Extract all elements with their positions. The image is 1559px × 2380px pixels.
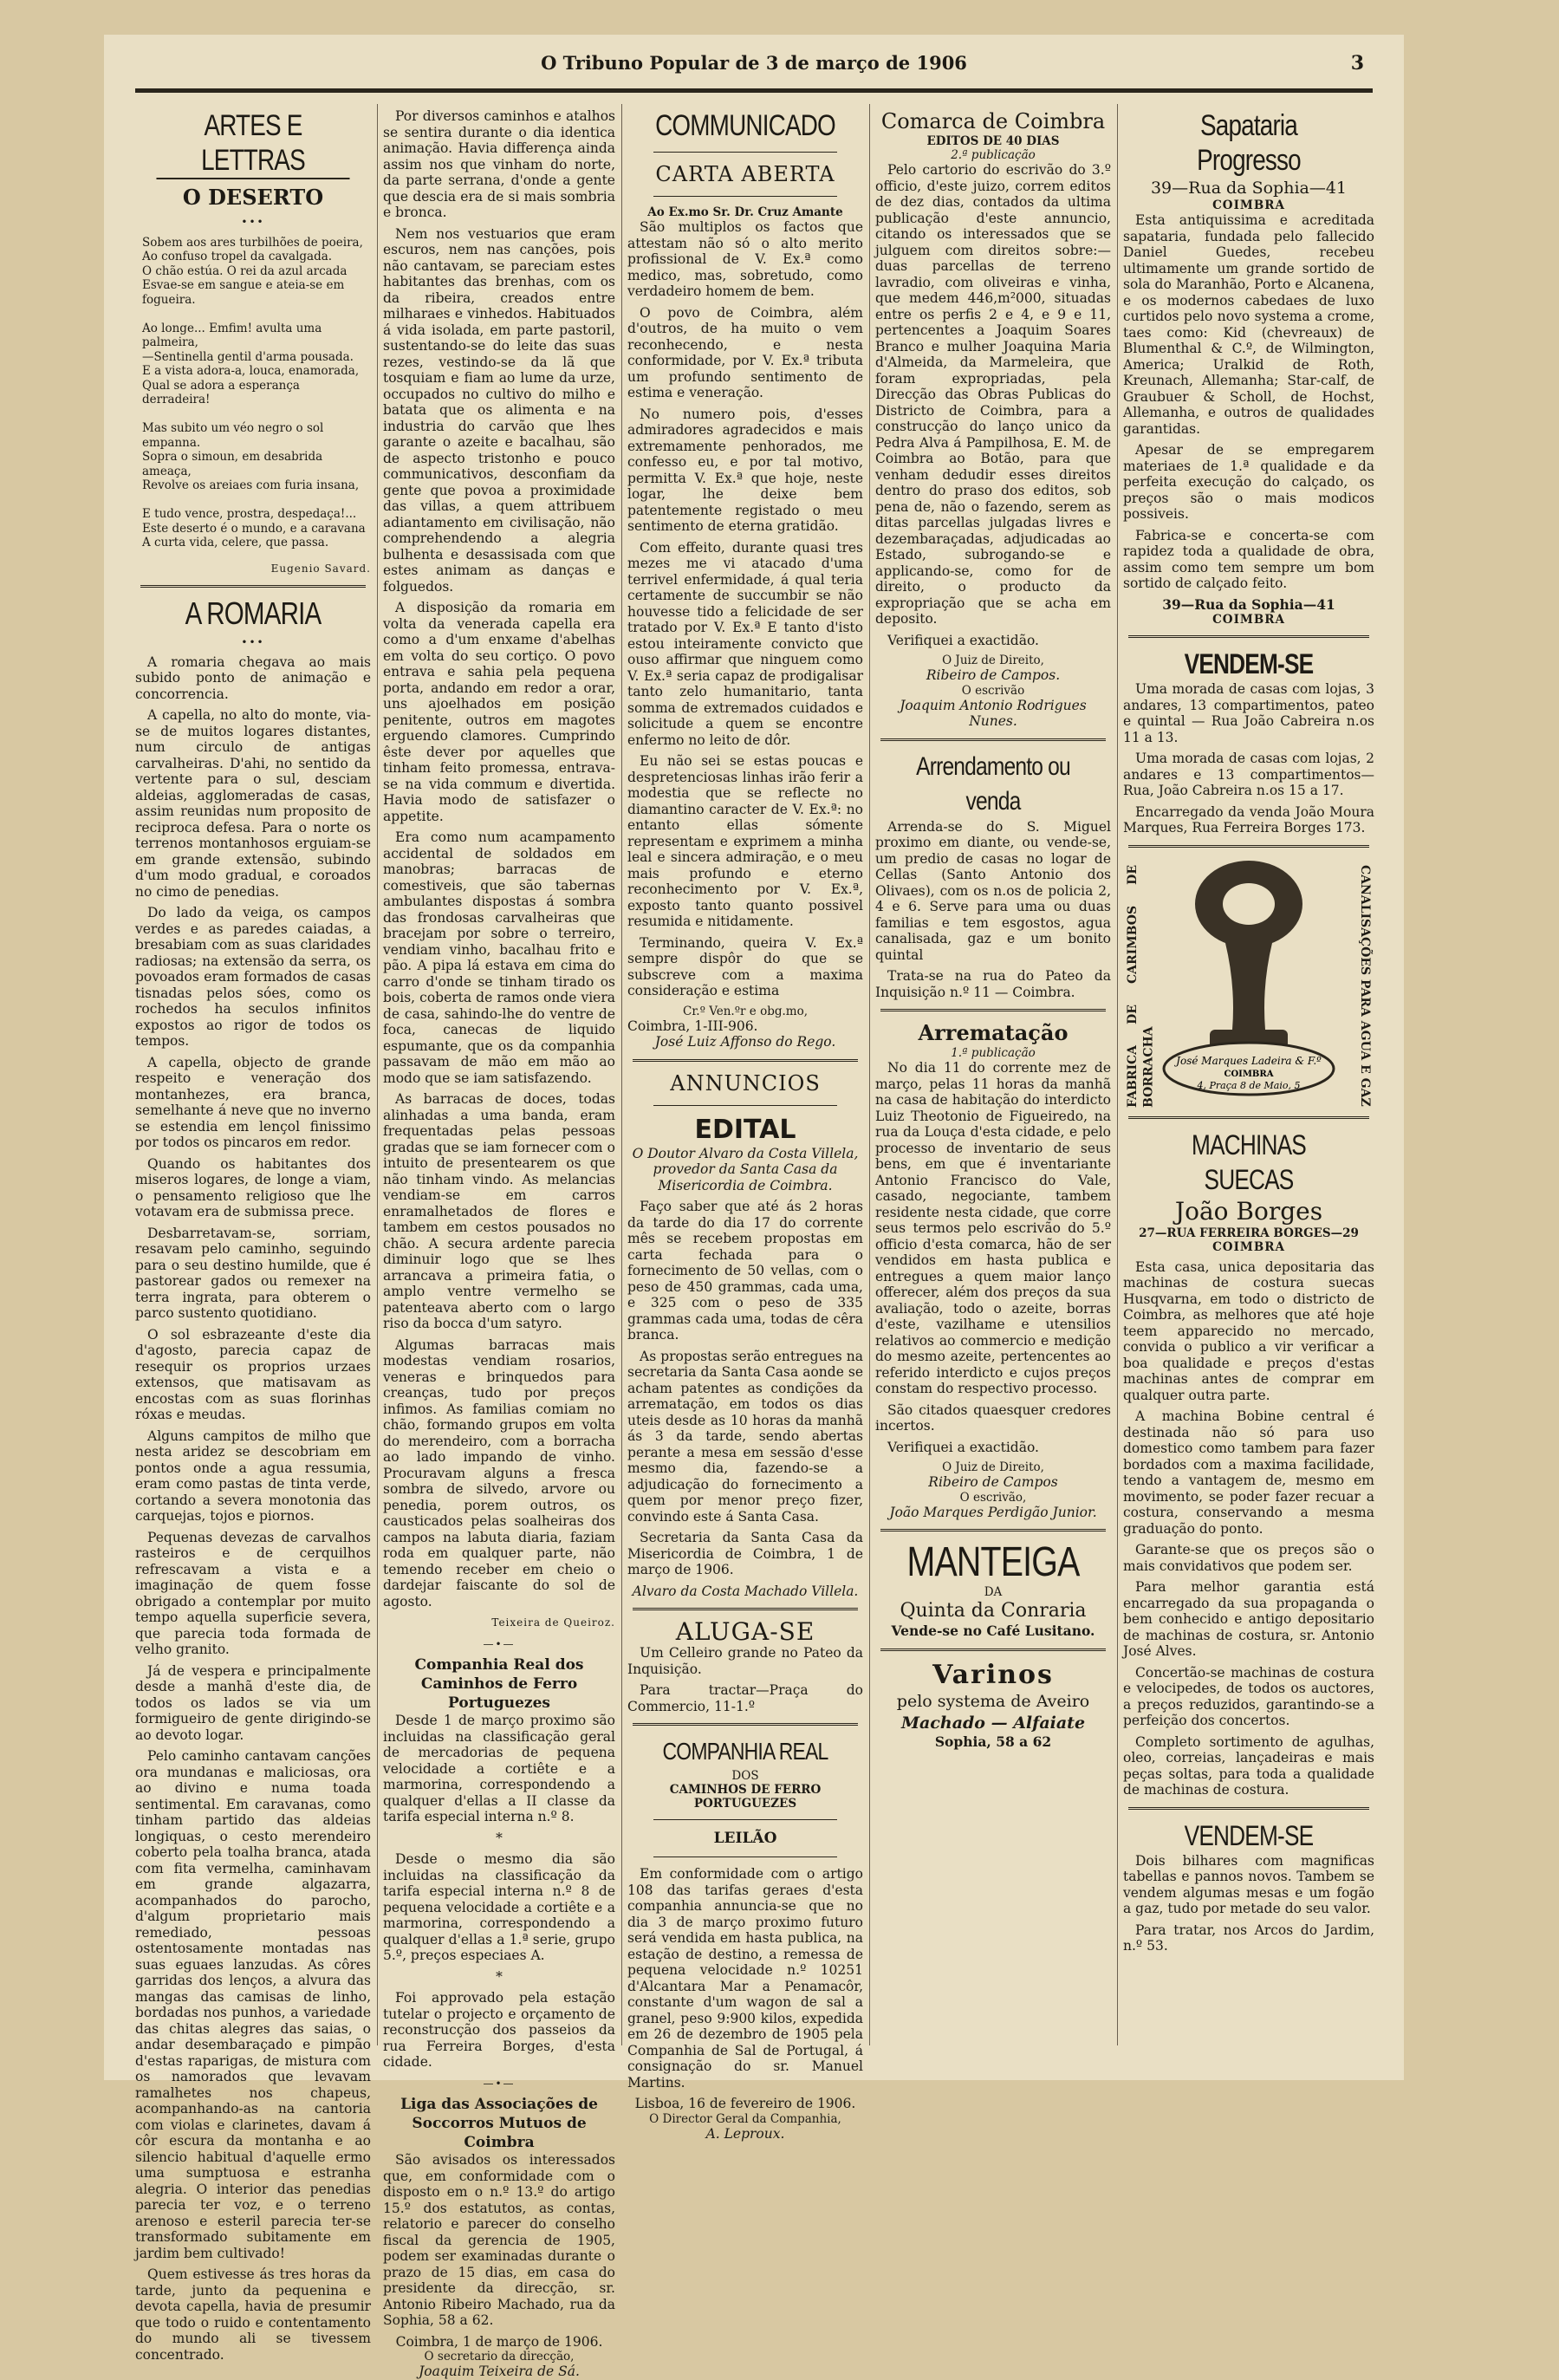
machinas-address: 27—RUA FERREIRA BORGES—29 [1139, 1226, 1359, 1240]
aluga-contact: Para tractar—Praça do Commercio, 11-1.º [627, 1682, 863, 1714]
column-5 [1123, 108, 1374, 2045]
manteiga-da: DA [984, 1585, 1003, 1599]
companhia-real-paragraph: * [496, 1968, 503, 1985]
column-divider [869, 104, 870, 2045]
leilao-text: Em conformidade com o artigo 108 das tarifas geraes d'esta companhia annuncia-se que no dia 3 de março proximo futuro será vendida em hasta publica, na estação de destino, a remessa de pequena velocidade n.º 10251 d'Alcantara Mar a Penamacôr, constante d'um wagon de sal a granel, peso 9:900 kilos, expedida em 26 de dezembro de 1905 pela Companhia de Sal de Portugal, á consignação do sr. Manuel Martins. [627, 1866, 863, 2091]
poem-line: Sopra o simoun, em desabrida ameaça, [142, 450, 323, 478]
poem-line [142, 407, 371, 422]
vendem-se-paragraph: Uma morada de casas com lojas, 3 andares, 13 compartimentos, pateo e quintal — Rua João Cabreira n.os 11 a 13. [1123, 681, 1374, 745]
romaria-paragraph: Do lado da veiga, os campos verdes e as paredes caiadas, a bresabiam com as suas claridades radiosas; na extensão da serra, os povoados eram formados de casas tisnadas pelos sóes, como os rochedos ha seculos infinitos expostos ao rigor de todos os tempos. [135, 905, 371, 1049]
divider [633, 1723, 858, 1726]
arrematacao-judge: Ribeiro de Campos [928, 1474, 1058, 1490]
comarca-judge-role: O Juiz de Direito, [942, 654, 1044, 667]
divider [880, 738, 1106, 741]
poem-line: O chão estúa. O rei da azul arcada [142, 263, 348, 278]
arrendamento-contact: Trata-se na rua do Pateo da Inquisição n.º 11 — Coimbra. [875, 968, 1111, 1000]
poem-line: Ao longe... Emfim! avulta uma palmeira, [142, 321, 322, 349]
aluga-text: Um Celleiro grande no Pateo da Inquisição. [627, 1645, 863, 1677]
page-number: 3 [1350, 52, 1364, 75]
sapataria-city: COIMBRA [1212, 198, 1285, 212]
poem-line: Sobem aos ares turbilhões de poeira, [142, 235, 363, 250]
vendem-se-2-title: VENDEM-SE [1184, 1819, 1314, 1851]
divider [1128, 635, 1369, 638]
machinas-title: MACHINAS SUECAS [1192, 1128, 1306, 1195]
poem-author: Eugenio Savard. [270, 562, 371, 575]
arrematacao-text: No dia 11 do corrente mez de março, pelas 11 horas da manhã na casa de habitação do interdicto Luiz Theotonio de Figueiredo, na rua da Louça d'esta cidade, e pelo processo de inventario de seus bens, em que é inventariante Antonio Francisco do Vale, casado, negociante, tambem residente nesta cidade, que corre seus termos pelo escrivão do 5.º officio d'esta comarca, hão de ser vendidos em hasta publica e entregues a quem maior lanço offerecer, além dos preços da sua avaliação, todo o azeite, borras d'este, vazilhame e utensilios relativos ao commercio e medição do mesmo azeite, pertencentes ao referido interdicto e cujos preços constam do respectivo processo. [875, 1060, 1111, 1396]
edital-signer: Alvaro da Costa Machado Villela. [632, 1583, 859, 1599]
liga-signer: Joaquim Teixeira de Sá. [419, 2364, 580, 2379]
ornament: —•— [483, 1637, 516, 1650]
communicado-signer: José Luiz Affonso do Rego. [654, 1034, 836, 1050]
vendem-se-2-text: Dois bilhares com magnificas tabellas e pannos novos. Tambem se vendem algumas mesas e um fogão a gaz, tudo por metade do seu valor. [1123, 1852, 1374, 1916]
poem-line [142, 307, 371, 322]
sapataria-paragraph: Fabrica-se e concerta-se com rapidez toda a qualidade de obra, assim como tem sempre um bom sortido de calçado feito. [1123, 527, 1374, 591]
varinos-subtitle: pelo systema de Aveiro [896, 1691, 1090, 1711]
leilao-date: Lisboa, 16 de fevereiro de 1906. [634, 2096, 856, 2111]
vendem-se-paragraph: Encarregado da venda João Moura Marques, Rua Ferreira Borges 173. [1123, 803, 1374, 836]
arrematacao-clerk: João Marques Perdigão Junior. [889, 1504, 1097, 1520]
communicado-paragraph: Terminando, queira V. Ex.ª sempre dispôr do que se subscreve com a maxima consideração e estima [627, 934, 863, 998]
companhia-real-paragraph: Desde o mesmo dia são incluidas na classificação da tarifa especial interna n.º 8 de pequena velocidade a cortiête e a marmorina, correspondendo a qualquer d'ellas a 1.ª serie, grupo 5.º, preços especiaes A. [383, 1851, 615, 1963]
divider [1128, 1116, 1369, 1119]
edital-title: EDITAL [694, 1114, 796, 1145]
romaria-paragraph: O sol esbrazeante d'este dia d'agosto, parecia capaz de resequir os proprios urzaes extensos, que matisavam as encostas com as suas florinhas róxas e meudas. [135, 1326, 371, 1422]
companhia-real-dos: DOS [731, 1769, 759, 1783]
divider [653, 1105, 837, 1106]
companhia-real-leilao-title: COMPANHIA REAL [662, 1738, 828, 1765]
column-divider [377, 104, 378, 2045]
romaria-text-part-1 [135, 654, 371, 2364]
romaria-paragraph: As barracas de doces, todas alinhadas a uma banda, eram frequentadas pelas pessoas gradas que se iam fornecer com o intuito de presentearem os que não tinham vindo. As melancias vendiam-se em carros enramalhetados de flores e tambem em cestos pousados no chão. A secura ardente parecia diminuir logo que se lhes arrancava a primeira fatia, o amplo ventre vermelho se patenteava aberto com o largo riso da bocca d'um satyro. [383, 1091, 615, 1331]
varinos-title: Varinos [932, 1659, 1054, 1690]
arrematacao-judge-role: O Juiz de Direito, [942, 1460, 1044, 1474]
machinas-paragraph: Garante-se que os preços são o mais convidativos que podem ser. [1123, 1542, 1374, 1574]
comarca-judge: Ribeiro de Campos. [926, 667, 1061, 683]
romaria-paragraph: Por diversos caminhos e atalhos se sentira durante o dia identica animação. Havia differença ainda assim nos que vinham do norte, da parte serrana, d'onde a gente que descia era de si mais sombria e bronca. [383, 108, 615, 220]
borracha-ad [1123, 856, 1374, 1108]
comarca-subtitle: EDITOS DE 40 DIAS [926, 134, 1060, 148]
romaria-paragraph: Nem nos vestuarios que eram escuros, nem nas canções, pois não cantavam, se pareciam estes habitantes das brenhas, com os da ribeira, creados entre milharaes e vinhedos. Habituados á vida isolada, em parte pastoril, sustentando-se do leite das suas rezes, vestindo-se da lã que tosquiam e fiam ao lume da urze, occupados no cultivo do milho e batata que os alimenta e na industria do carvão que lhes garante o azeite e bacalhau, são de aspecto tristonho e pouco communicativos, desconfiam da gente que povoa a proximidade das villas, a quem attribuem adiantamento em civilisação, não comprehendendo a alegria bulhenta e desassisada com que estes animam as danças e folguedos. [383, 225, 615, 595]
poem-title: O DESERTO [182, 185, 324, 210]
sapataria-address2: 39—Rua da Sophia—41 [1162, 595, 1335, 613]
vendem-se-2-contact: Para tratar, nos Arcos do Jardim, n.º 53. [1123, 1922, 1374, 1954]
liga-paragraph: São avisados os interessados que, em conformidade com o disposto em o n.º 13.º do artigo 15.º dos estatutos, as contas, relatorio e parecer do conselho fiscal da gerencia de 1905, podem ser examinadas durante o prazo de 15 dias, em casa do presidente da direcção, sr. Antonio Ribeiro Machado, rua da Sophia, 58 a 62. [383, 2152, 615, 2328]
romaria-paragraph: Quando os habitantes dos miseros logares, de longe a viam, o pensamento religioso que lhe votavam era de submissa prece. [135, 1155, 371, 1219]
romaria-paragraph: Já de vespera e principalmente desde a manhã d'este dia, de todos os lados se via um formigueiro de gente dirigindo-se ao devoto logar. [135, 1662, 371, 1743]
companhia-real-paragraph: Foi approvado pela estação tutelar o projecto e orçamento de reconstrucção dos passeios da rua Ferreira Borges, d'esta cidade. [383, 1990, 615, 2070]
communicado-paragraph: Eu não sei se estas poucas e despretenciosas linhas irão ferir a modestia que se reflecte no diamantino caracter de V. Ex.ª: no entanto ellas sómente representam e exprimem a minha leal e sincera admiração, e o meu mais profundo e eterno reconhecimento por V. Ex.ª, exposto tanto quanto possivel resumida e nitidamente. [627, 753, 863, 929]
poem-line: Este deserto é o mundo, e a caravana [142, 521, 366, 536]
vendem-se-text [1123, 681, 1374, 836]
column-2 [383, 108, 615, 2379]
newspaper-title: O Tribuno Popular de 3 de março de 1906 [541, 52, 967, 74]
machinas-city: COIMBRA [1212, 1239, 1285, 1254]
machinas-text [1123, 1259, 1374, 1798]
romaria-paragraph: Alguns campitos de milho que nesta aridez se descobriam em pontos onde a agua ressumia, eram como pastas de tinta verde, cortando a severa monotonia das carquejas, tojos e piornos. [135, 1427, 371, 1524]
comarca-text: Pelo cartorio do escrivão do 3.º officio, d'este juizo, correm editos de dez dias, contados da ultima publicação d'este annuncio, citando os interessados que se julguem com direitos sobre:—duas parcellas de terreno lavradio, com oliveiras e vinha, que medem 446,m²000, situadas entre os perfis 2 e 4, e 9 e 11, pertencentes a Joaquim Soares Branco e mulher Joaquina Maria d'Almeida, da Marmeleira, que foram expropriadas, pela Direcção das Obras Publicas do Districto de Coimbra, para a construcção do lanço unico da Pedra Alva á Pampilhosa, E. M. de Coimbra ao Botão, para que venham dedudir esses direitos dentro do praso dos editos, sob pena de, não o fazendo, serem as ditas parcellas julgadas livres e dezembaraçadas, adjudicadas ao Estado, subrogando-se e applicando-se, como for de direito, o producto da expropriação que se acha em deposito. [875, 162, 1111, 627]
poem-line: Esvae-se em sangue e ateia-se em fogueira. [142, 278, 345, 307]
edital-intro: O Doutor Alvaro da Costa Villela, provedor da Santa Casa da Misericordia de Coimbra. [632, 1145, 859, 1193]
companhia-real-text [383, 1713, 615, 2071]
leilao-title: LEILÃO [713, 1830, 777, 1847]
companhia-real-paragraph: * [496, 1830, 503, 1846]
column-4 [875, 108, 1111, 2045]
romaria-paragraph: A disposição da romaria em volta da venerada capella era como a d'um enxame d'abelhas em volta do seu cortiço. O povo entrava e sahia pela pequena porta, andando em redor a orar, uns ajoelhados em posição penitente, outros em magotes erguendo clamores. Cumprindo êste dever por aquelles que tinham feito promessa, entrava-se na vida commum e divertida. Havia modo de satisfazer o appetite. [383, 600, 615, 824]
sapataria-city2: COIMBRA [1212, 613, 1285, 627]
romaria-paragraph: Pequenas devezas de carvalhos rasteiros e de cerquilhos refrescavam a vista e a imaginação de quem fosse obrigado a contemplar por muito tempo aquella superficie severa, que parecia toda formada de velho granito. [135, 1529, 371, 1657]
romaria-paragraph: Algumas barracas mais modestas vendiam rosarios, veneras e brinquedos para creanças, tudo por preços infimos. As familias comiam no chão, formando grupos em volta do merendeiro, com a borracha ao lado impando de vinho. Procuravam alguns a fresca sombra de silvedo, arvore ou penedia, porem outros, os causticados pelas soalheiras dos campos na labuta diaria, faziam roda em qualquer parte, não temendo receber em cheio o dardejar faiscante do sol de agosto. [383, 1336, 615, 1609]
ornament: ••• [241, 636, 265, 648]
column-divider [1117, 104, 1118, 2045]
manteiga-title: MANTEIGA [906, 1539, 1080, 1585]
header-rule [135, 88, 1373, 93]
communicado-paragraph: Com effeito, durante quasi tres mezes me vi atacado d'uma terrivel enfermidade, á qual teria certamente de succumbir se não houvesse tido a felicidade de ser tratado por V. Ex.ª E tanto d'isto estou inteiramente convicto que ouso affirmar que ninguem como V. Ex.ª seria capaz de prodigalisar tanto zelo humanitario, tanta somma de extremados cuidados e solicitude a quem se encontre enfermo no leito de dôr. [627, 539, 863, 748]
divider [653, 152, 837, 153]
leilao-role: O Director Geral da Companhia, [649, 2111, 841, 2126]
edital-paragraph: Secretaria da Santa Casa da Misericordia de Coimbra, 1 de março de 1906. [627, 1530, 863, 1577]
companhia-real-paragraph: Desde 1 de março proximo são incluidas na classificação geral de mercadorias de pequena velocidade a cortiête e a marmorina, correspondendo a qualquer d'ellas a II classe da tarifa especial interna n.º 8. [383, 1713, 615, 1824]
manteiga-subtitle: Quinta da Conraria [900, 1600, 1087, 1622]
stamp-line-1: José Marques Ladeira & F.º [1176, 1054, 1322, 1067]
divider [880, 1009, 1106, 1011]
carta-address: Ao Ex.mo Sr. Dr. Cruz Amante [647, 205, 843, 219]
arrematacao-text2: São citados quaesquer credores incertos. [875, 1401, 1111, 1434]
divider [653, 196, 837, 197]
liga-title: Liga das Associações de Soccorros Mutuos de Coimbra [400, 2096, 598, 2151]
page-header [135, 52, 1373, 85]
communicado-paragraph: São multiplos os factos que attestam não só o alto merito profissional de V. Ex.ª como medico, mas, sobretudo, como verdadeiro homem de bem. [627, 219, 863, 299]
borracha-left-text: FABRICA DE CARIMBOS DE BORRACHA [1126, 864, 1156, 1108]
romaria-paragraph: Quem estivesse ás tres horas da tarde, junto da pequenina e devota capella, havia de presumir que todo o ruido e contentamento do mundo ali se tivessem concentrado. [135, 2266, 371, 2363]
carta-aberta-title: CARTA ABERTA [655, 162, 835, 186]
borracha-right-text: CANALISAÇÕES PARA AGUA E GAZ [1358, 864, 1372, 1107]
divider [880, 1529, 1106, 1531]
poem-line: Ao confuso tropel da cavalgada. [142, 250, 333, 263]
machinas-paragraph: Completo sortimento de agulhas, oleo, correias, lançadeiras e mais peças soltas, para toda a qualidade de machinas de costura. [1123, 1733, 1374, 1798]
column-3 [627, 108, 863, 2142]
aluga-title: ALUGA-SE [675, 1617, 815, 1646]
machinas-paragraph: Esta casa, unica depositaria das machinas de costura suecas Husqvarna, em todo o districto de Coimbra, as melhores que até hoje teem apparecido no mercado, convida o publico a vir verificar a boa qualidade e preços d'estas machinas antes de comprar em qualquer outra parte. [1123, 1258, 1374, 1403]
divider [633, 1059, 858, 1062]
edital-paragraph: As propostas serão entregues na secretaria da Santa Casa aonde se acham patentes as condições da arrematação, em todos os dias uteis desde as 10 horas da manhã ás 3 da tarde, sendo abertas perante a mesa em sessão d'esse mesmo dia, fazendo-se a adjudicação do fornecimento a quem por menor preço fizer, convindo este á Santa Casa. [627, 1348, 863, 1525]
communicado-paragraph: O povo de Coimbra, além d'outros, de ha muito o vem reconhecendo, e nesta conformidade, por V. Ex.ª tributa um profundo sentimento de estima e veneração. [627, 304, 863, 400]
annuncios-title: ANNUNCIOS [670, 1070, 821, 1096]
arrematacao-verified: Verifiquei a exactidão. [887, 1439, 1039, 1455]
communicado-date: Coimbra, 1-III-906. [627, 1018, 758, 1034]
communicado-closing: Cr.º Ven.ºr e obg.mo, [682, 1004, 808, 1018]
romaria-text-part-2 [383, 108, 615, 1609]
ornament: ••• [241, 216, 265, 228]
sapataria-paragraph: Esta antiquissima e acreditada sapataria, fundada pelo fallecido Daniel Guedes, recebeu ultimamente um grande sortido de sola do Maranhão, Porto e Alcanena, e os modernos cabedaes de luxo curtidos pelo novo systema a crome, taes como: Kid (chevreaux) de Blumenthal & C.º, de Wilmington, America; Uralkid de Roth, Kreunach, Allemanha; Star-calf, de Graubuer & Scholl, de Hochst, Allemanha, e outros de qualidades garantidas. [1123, 212, 1374, 437]
romaria-paragraph: A capella, objecto de grande respeito e veneração dos montanhezes, era branca, semelhante á neve que no inverno se estendia em lençol finissimo por todos os pincaros em redor. [135, 1054, 371, 1150]
communicado-text [627, 219, 863, 999]
divider [1128, 845, 1369, 848]
liga-date: Coimbra, 1 de março de 1906. [395, 2333, 603, 2350]
machinas-name: João Borges [1174, 1196, 1323, 1226]
poem-deserto [142, 236, 371, 550]
poem-line: E a vista adora-a, louca, enamorada, [142, 364, 360, 378]
poem-line: A curta vida, celere, que passa. [142, 536, 329, 549]
manteiga-text: Vende-se no Café Lusitano. [891, 1622, 1095, 1639]
comarca-title: Comarca de Coimbra [880, 109, 1106, 133]
leilao-signer: A. Leproux. [705, 2125, 785, 2142]
machinas-paragraph: Para melhor garantia está encarregado da sua propaganda o bem conhecido e antigo depositario de machinas de costura, sr. Antonio José Alves. [1123, 1579, 1374, 1659]
romaria-title: A ROMARIA [185, 595, 322, 631]
column-divider [621, 104, 622, 2045]
romaria-paragraph: A capella, no alto do monte, via-se de muitos logares distantes, num circulo de antigas carvalheiras. D'ahi, no sentido da vertente para o sul, desciam aldeias, agglomeradas de casas, assim reunidas num proposito de reciproca defesa. Para o norte os terrenos montanhosos erguiam-se em grande extensão, subindo d'um modo gradual, e coroados no cimo de penedias. [135, 707, 371, 900]
divider [140, 585, 366, 588]
comarca-clerk-role: O escrivão [961, 683, 1025, 698]
sapataria-address: 39—Rua da Sophia—41 [1150, 179, 1348, 198]
sapataria-text [1123, 212, 1374, 592]
vendem-se-title: VENDEM-SE [1184, 648, 1314, 680]
poem-line: Revolve os areiaes com furia insana, [142, 478, 360, 492]
romaria-paragraph: Era como num acampamento accidental de soldados em manobras; barracas de comestiveis, que são tabernas ambulantes dispostas á sombra das frondosas carvalheiras que bracejam por sobre o terreiro, vendiam vinho, bacalhau frito e pão. A pipa lá estava em cima do carro d'onde se tinham tirado os bois, coberta de ramos onde viera de casa, sahindo-lhe do ventre de foca, canecas de liquido espumante, que os da companhia passavam de mão em mão ao modo que se iam satisfazendo. [383, 829, 615, 1086]
comarca-clerk: Joaquim Antonio Rodrigues Nunes. [900, 697, 1087, 729]
arrematacao-publicacao: 1.ª publicação [951, 1046, 1036, 1060]
romaria-paragraph: Pelo caminho cantavam canções ora mundanas e maliciosas, ora ao divino e numa toada sentimental. Em caravanas, como tinham partido das aldeias longiquas, o cesto merendeiro coberto pela toalha branca, atada com fita vermelha, caminhavam em grande algazarra, acompanhados do parocho, d'algum proprietario mais remediado, pessoas ostentosamente montadas nas suas eguaes lanzudas. As côres garridas dos lenços, a alvura das mangas das camisas de linho, bordadas nos punhos, a variedade das chitas alegres das saias, o andar desembaraçado e pimpão d'estas raparigas, de mistura com os namorados que levavam ramalhetes nos chapeus, acompanhando-as na cantoria com violas e clarinetes, davam á côr escura da montanha e ao silencio habitual d'aquelle ermo uma sumptuosa e estranha alegria. O interior das penedias parecia ter voz, e o terreno arenoso e esteril parecia ter-se transformado subitamente em jardim bem cultivado! [135, 1748, 371, 2261]
poem-line: Qual se adora a esperança derradeira! [142, 378, 300, 406]
companhia-real-title: Companhia Real dos Caminhos de Ferro Portuguezes [414, 1656, 584, 1712]
liga-role: O secretario da direcção, [424, 2350, 575, 2364]
poem-line: —Sentinella gentil d'arma pousada. [142, 349, 354, 364]
poem-line [142, 493, 371, 508]
machinas-paragraph: A machina Bobine central é destinada não só para uso domestico como tambem para fazer bordados com a maxima facilidade, tendo a vantagem de, mesmo em movimento, se poder fazer recuar a costura, conservando a mesma graduação do ponto. [1123, 1408, 1374, 1537]
arrendamento-title: Arrendamento ou venda [916, 751, 1070, 816]
ornament: —•— [483, 2077, 516, 2090]
divider [880, 1648, 1106, 1651]
stamp-line-2: COIMBRA [1224, 1069, 1274, 1079]
liga-text [383, 2152, 615, 2329]
communicado-paragraph: No numero pois, d'esses admiradores agradecidos e mais extremamente penhorados, me confesso eu, e por tal motivo, permitta V. Ex.ª que hoje, neste logar, lhe deixe bem patentemente registado o meu sentimento de eterna gratidão. [627, 406, 863, 534]
romaria-paragraph: Desbarretavam-se, sorriam, resavam pelo caminho, seguindo para o seu destino humilde, que é pastorear gados ou remexer na terra ingrata, para obterem o parco sustento quotidiano. [135, 1225, 371, 1321]
communicado-title: COMMUNICADO [655, 109, 835, 142]
poem-line: E tudo vence, prostra, despedaça!... [142, 507, 357, 521]
arrendamento-text: Arrenda-se do S. Miguel proximo em diante, ou vende-se, um predio de casas no logar de Cellas (Santo Antonio dos Olivaes), com os n.os de policia 2, 4 e 6. Serve para uma ou duas familias e tem esgostos, agua canalisada, gaz e um bonito quintal [875, 818, 1111, 963]
divider [1128, 1807, 1369, 1810]
column-1 [135, 108, 371, 2363]
romaria-paragraph: A romaria chegava ao mais subido ponto de animação e concorrencia. [135, 654, 371, 702]
companhia-real-subtitle: CAMINHOS DE FERRO PORTUGUEZES [669, 1783, 822, 1811]
vendem-se-paragraph: Uma morada de casas com lojas, 2 andares e 13 compartimentos— Rua, João Cabreira n.os 15 a 17. [1123, 751, 1374, 798]
romaria-author: Teixeira de Queiroz. [491, 1616, 615, 1629]
varinos-names: Machado — Alfaiate [900, 1713, 1086, 1733]
divider [633, 1608, 858, 1610]
divider [653, 1819, 837, 1820]
rubber-stamp-icon [1149, 856, 1348, 1108]
arrematacao-title: Arrematação [918, 1020, 1069, 1045]
poem-line: Mas subito um véo negro o sol empanna. [142, 421, 324, 450]
sapataria-paragraph: Apesar de se empregarem materiaes de 1.ª qualidade e da perfeita execução do calçado, os preços são o mais modicos possiveis. [1123, 442, 1374, 522]
edital-text [627, 1199, 863, 1578]
section-artes-lettras: ARTES E LETTRAS [156, 108, 349, 179]
newspaper-page [104, 35, 1404, 2379]
stamp-line-3: 4, Praça 8 de Maio, 5 [1197, 1079, 1301, 1091]
comarca-verified: Verifiquei a exactidão. [887, 632, 1039, 648]
edital-paragraph: Faço saber que até ás 2 horas da tarde do dia 17 do corrente mês se recebem propostas em carta fechada para o fornecimento de 50 vellas, com o peso de 450 grammas, cada uma, e 325 com o peso de 335 grammas cada uma, todas de cêra branca. [627, 1199, 863, 1343]
sapataria-title: Sapataria Progresso [1197, 109, 1301, 177]
comarca-publicacao: 2.ª publicação [951, 148, 1036, 162]
arrematacao-clerk-role: O escrivão, [959, 1490, 1027, 1505]
machinas-paragraph: Concertão-se machinas de costura e velocipedes, de todos os auctores, a preços reduzidos, garantindo-se a perfeição dos concertos. [1123, 1664, 1374, 1728]
varinos-address: Sophia, 58 a 62 [934, 1733, 1052, 1750]
